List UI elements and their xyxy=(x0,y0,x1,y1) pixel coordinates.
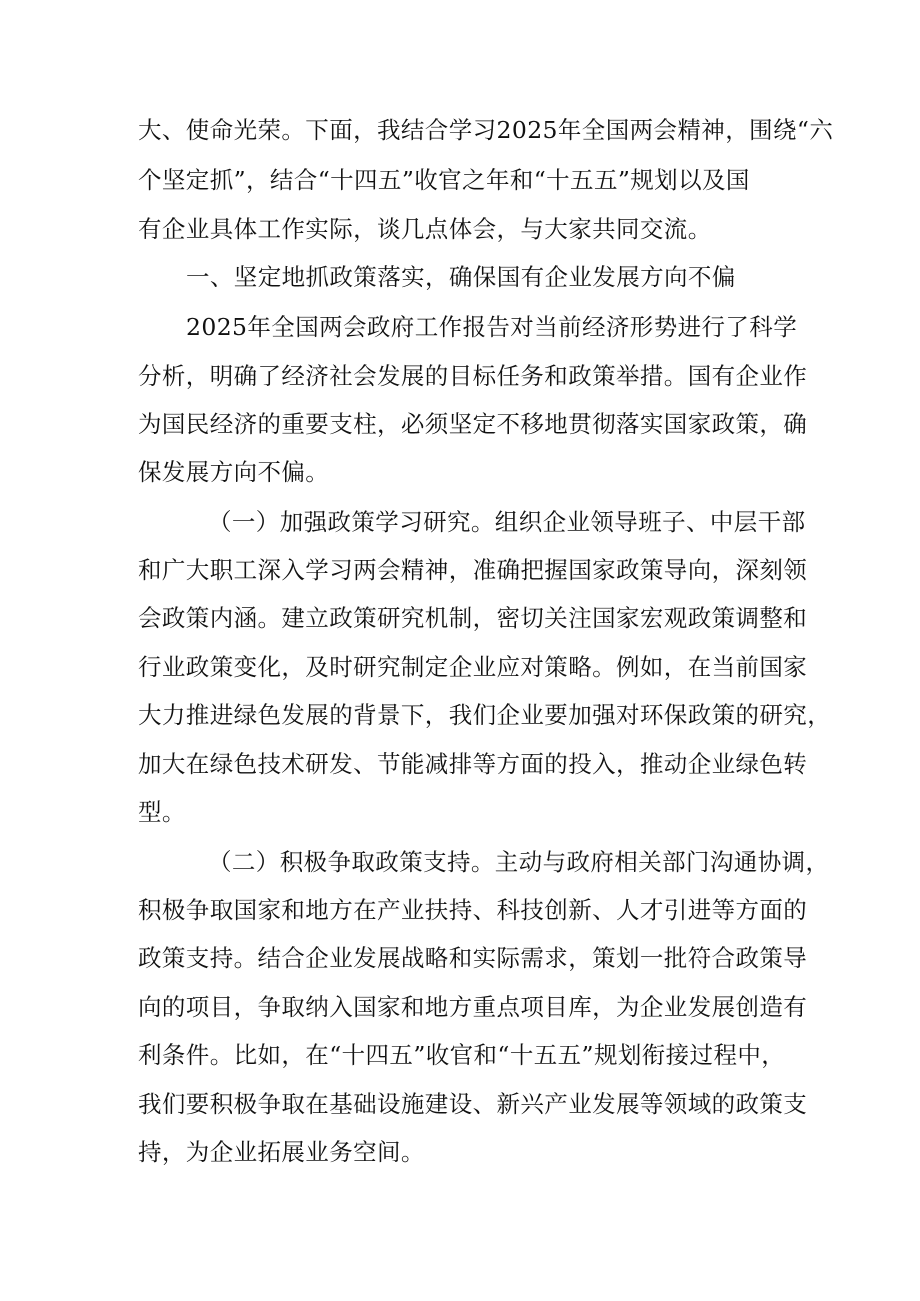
paragraph-line: 加大在绿色技术研发、节能减排等方面的投入，推动企业绿色转 xyxy=(138,750,808,778)
paragraph-line: 和广大职工深入学习两会精神，准确把握国家政策导向，深刻领 xyxy=(138,556,808,584)
paragraph-line: 为国民经济的重要支柱，必须坚定不移地贯彻落实国家政策，确 xyxy=(138,410,808,438)
paragraph-line: 型。 xyxy=(138,798,186,826)
paragraph-line: 行业政策变化，及时研究制定企业应对策略。例如，在当前国家 xyxy=(138,653,808,681)
paragraph-line: 向的项目，争取纳入国家和地方重点项目库，为企业发展创造有 xyxy=(138,993,808,1021)
section-heading: 一、坚定地抓政策落实，确保国有企业发展方向不偏 xyxy=(186,263,736,291)
paragraph-line: 保发展方向不偏。 xyxy=(138,458,330,486)
paragraph-line: 政策支持。结合企业发展战略和实际需求，策划一批符合政策导 xyxy=(138,944,808,972)
paragraph-line: 持，为企业拓展业务空间。 xyxy=(138,1138,425,1166)
subsection-line: （二）积极争取政策支持。主动与政府相关部门沟通协调， xyxy=(208,848,830,876)
paragraph-line: 个坚定抓”，结合“十四五”收官之年和“十五五”规划以及国 xyxy=(138,166,750,194)
paragraph-line: 大力推进绿色发展的背景下，我们企业要加强对环保政策的研究， xyxy=(138,701,832,729)
subsection-line: （一）加强政策学习研究。组织企业领导班子、中层干部 xyxy=(208,508,806,536)
paragraph-line: 利条件。比如，在“十四五”收官和“十五五”规划衔接过程中， xyxy=(138,1041,786,1069)
paragraph-line: 积极争取国家和地方在产业扶持、科技创新、人才引进等方面的 xyxy=(138,896,808,924)
paragraph-line: 大、使命光荣。下面，我结合学习2025年全国两会精神，围绕“六 xyxy=(138,116,834,144)
paragraph-line: 我们要积极争取在基础设施建设、新兴产业发展等领域的政策支 xyxy=(138,1090,808,1118)
paragraph-line: 有企业具体工作实际，谈几点体会，与大家共同交流。 xyxy=(138,215,712,243)
paragraph-line: 分析，明确了经济社会发展的目标任务和政策举措。国有企业作 xyxy=(138,362,808,390)
paragraph-line: 2025年全国两会政府工作报告对当前经济形势进行了科学 xyxy=(186,313,798,341)
paragraph-line: 会政策内涵。建立政策研究机制，密切关注国家宏观政策调整和 xyxy=(138,604,808,632)
